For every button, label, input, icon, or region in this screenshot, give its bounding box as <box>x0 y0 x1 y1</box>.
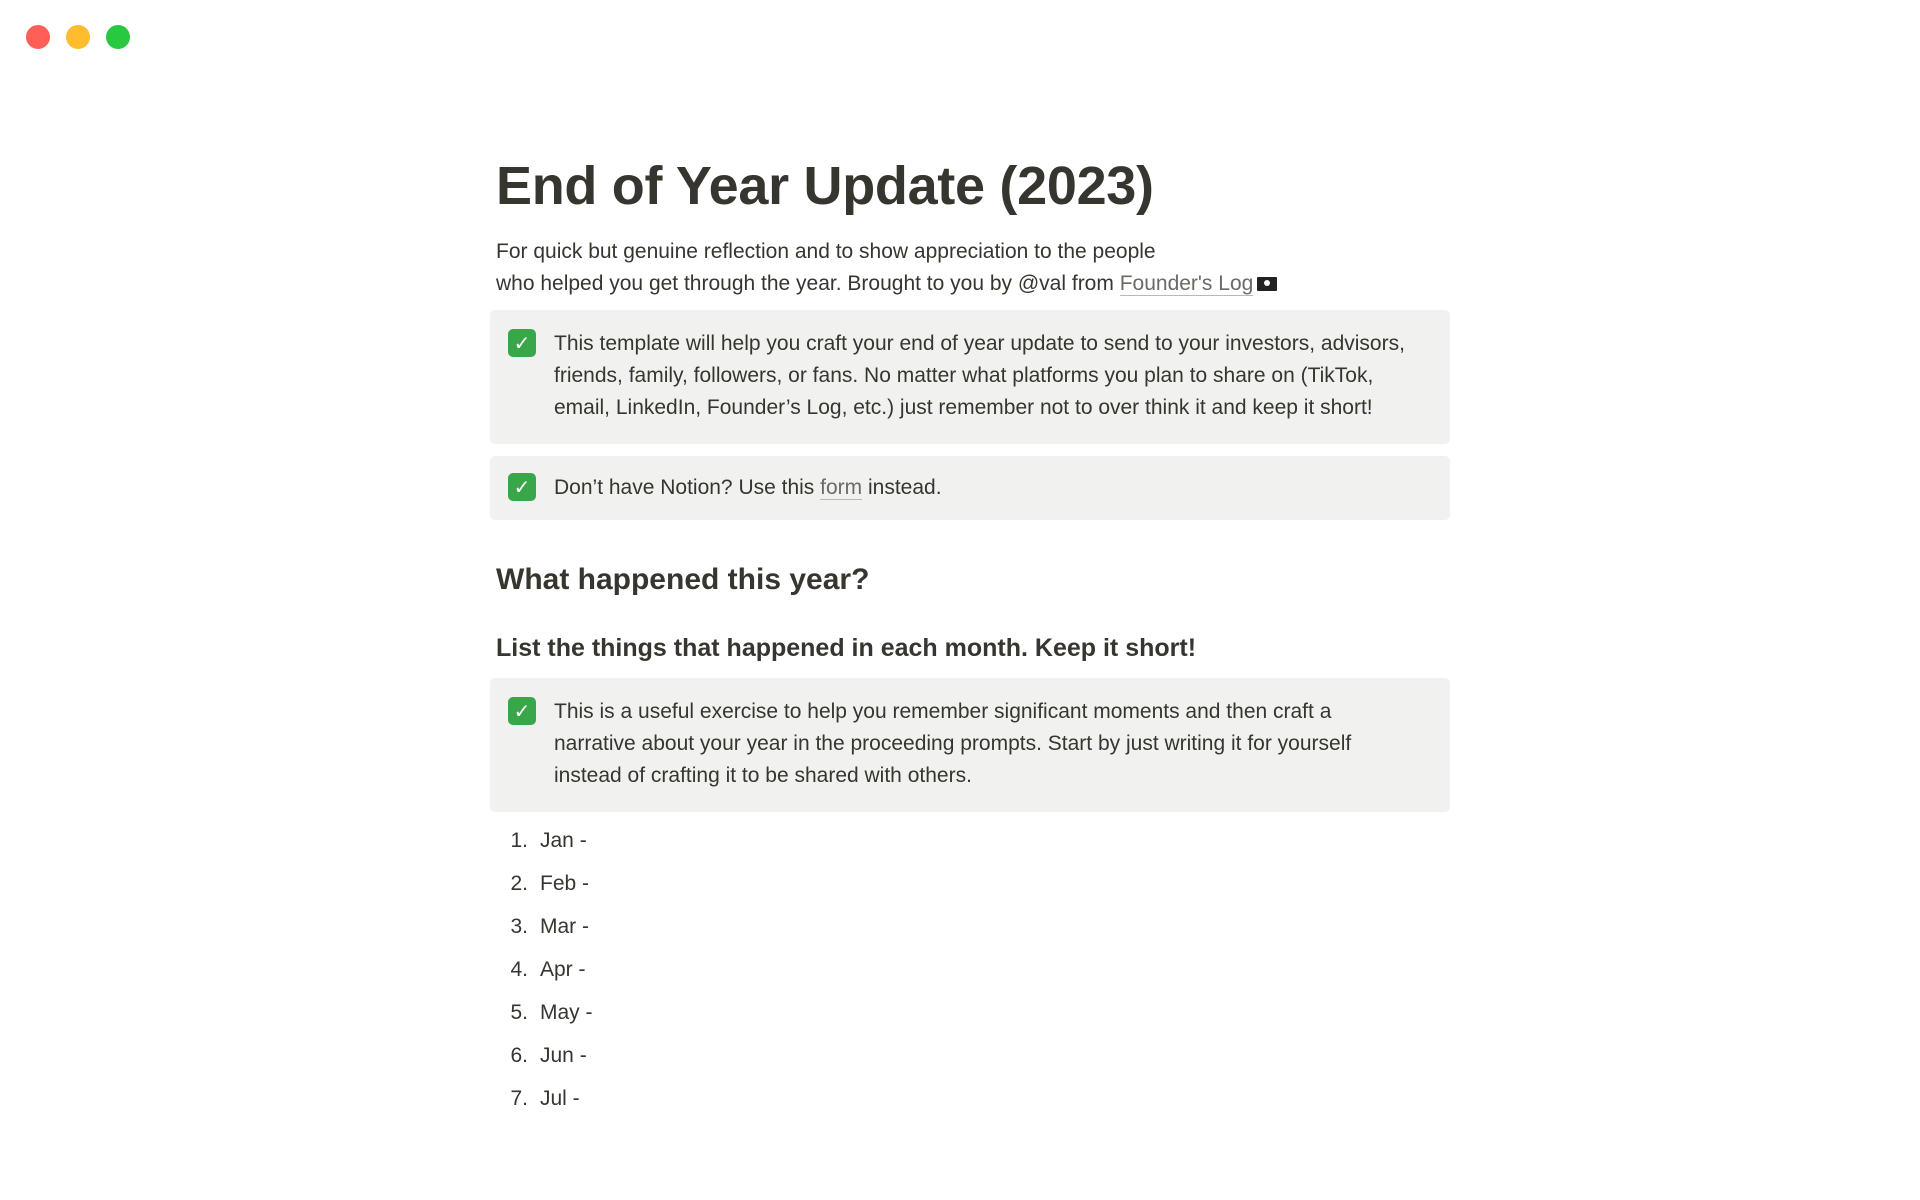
window-controls <box>26 25 130 49</box>
callout-text-prefix: Don’t have Notion? Use this <box>554 476 821 499</box>
list-item[interactable] <box>490 912 1450 955</box>
list-item-text: Mar - <box>540 915 589 938</box>
list-item[interactable] <box>490 826 1450 869</box>
callout-text: This is a useful exercise to help you remember significant moments and then craft a narrative about your year in the proceeding prompts. Start by just writing it for yourself instead of crafting it to be shared with others. <box>554 700 1352 787</box>
subsection-heading[interactable]: List the things that happened in each month. Keep it short! <box>496 634 1197 662</box>
list-item-text: Jul - <box>540 1087 580 1110</box>
months-list <box>490 826 1450 1127</box>
list-number: 6. <box>510 1044 528 1067</box>
section-heading[interactable]: What happened this year? <box>496 563 870 596</box>
minimize-window-button[interactable] <box>66 25 90 49</box>
check-mark-button-icon: ✓ <box>508 473 536 501</box>
callout-text-suffix: instead. <box>862 476 942 499</box>
founders-log-link[interactable]: Founder's Log <box>1119 272 1254 295</box>
list-number: 7. <box>510 1087 528 1110</box>
callout-template-intro[interactable] <box>490 310 1450 444</box>
page-description[interactable] <box>496 236 1356 300</box>
list-item[interactable] <box>490 998 1450 1041</box>
page-title[interactable]: End of Year Update (2023) <box>496 156 1154 216</box>
callout-text: This template will help you craft your end of year update to send to your investors, advisors, friends, family, followers, or fans. No matter what platforms you plan to share on (TikTok, email, LinkedIn, Founder’s Log, etc.) just remember not to over think it and keep it short! <box>554 332 1405 419</box>
maximize-window-button[interactable] <box>106 25 130 49</box>
callout-no-notion[interactable] <box>490 456 1450 520</box>
list-number: 1. <box>510 829 528 852</box>
list-item[interactable] <box>490 869 1450 912</box>
list-item-text: Feb - <box>540 872 590 895</box>
list-number: 5. <box>510 1001 528 1024</box>
list-item[interactable] <box>490 955 1450 998</box>
pirate-flag-icon <box>1257 277 1277 291</box>
check-mark-button-icon: ✓ <box>508 697 536 725</box>
description-line-2: who helped you get through the year. Brought to you by @val from <box>496 272 1120 295</box>
list-item-text: May - <box>540 1001 593 1024</box>
list-item[interactable] <box>490 1084 1450 1127</box>
list-item-text: Jun - <box>540 1044 587 1067</box>
list-item-text: Apr - <box>540 958 586 981</box>
list-item[interactable] <box>490 1041 1450 1084</box>
check-mark-button-icon: ✓ <box>508 329 536 357</box>
callout-text <box>554 472 1414 504</box>
list-number: 4. <box>510 958 528 981</box>
callout-exercise-tip[interactable] <box>490 678 1450 812</box>
page-content <box>490 150 1450 1127</box>
description-line-1: For quick but genuine reflection and to show appreciation to the people <box>496 240 1156 263</box>
list-number: 2. <box>510 872 528 895</box>
form-link[interactable]: form <box>820 476 863 499</box>
list-item-text: Jan - <box>540 829 587 852</box>
close-window-button[interactable] <box>26 25 50 49</box>
list-number: 3. <box>510 915 528 938</box>
